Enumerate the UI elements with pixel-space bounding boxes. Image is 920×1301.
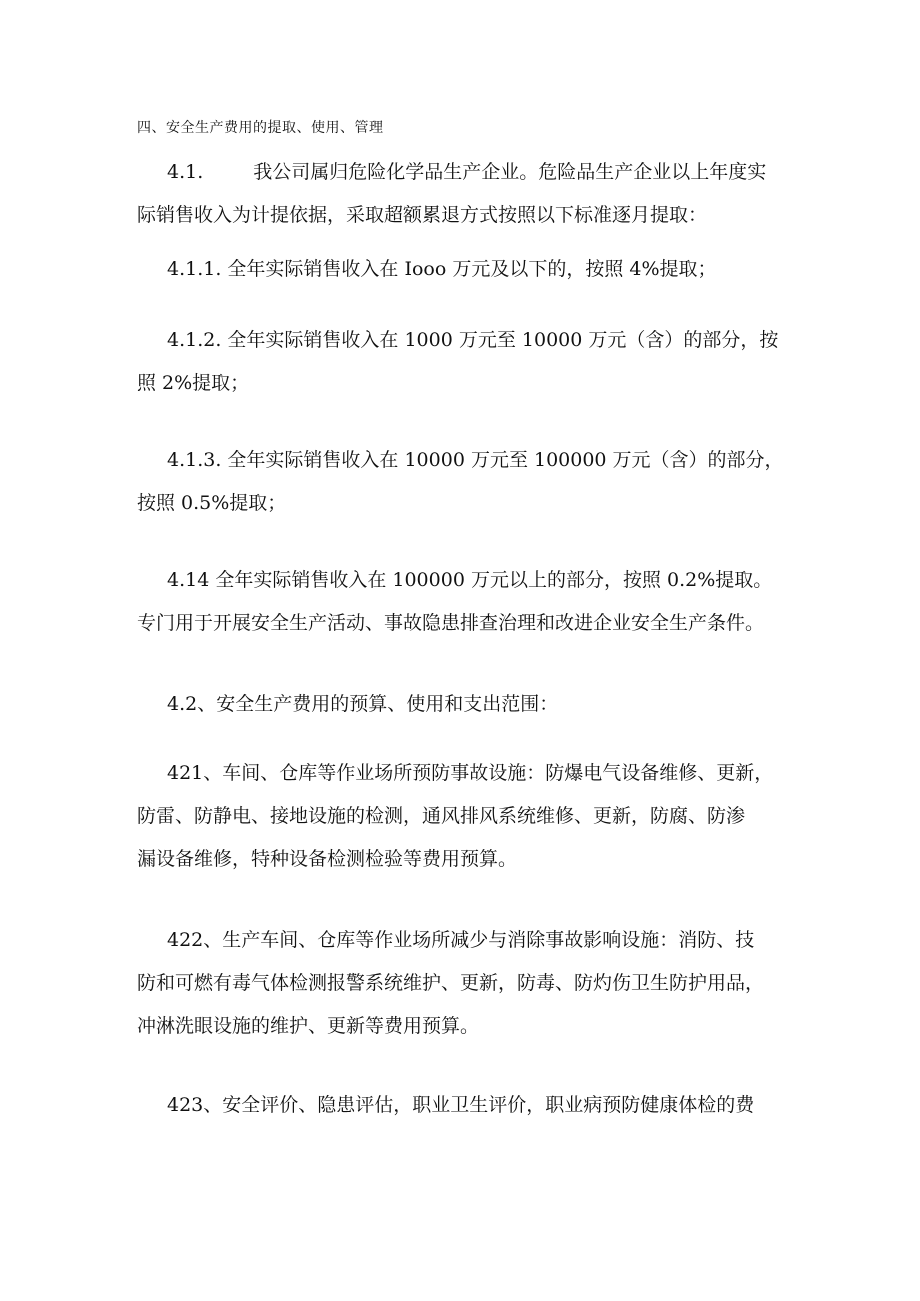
paragraph-line: 4.1.3. 全年实际销售收入在 10000 万元至 100000 万元（含）的部分， [167, 449, 784, 471]
paragraph-line: 421、车间、仓库等作业场所预防事故设施：防爆电气设备维修、更新， [167, 762, 774, 784]
paragraph-4-1-2 [137, 319, 797, 405]
paragraph-line: 专门用于开展安全生产活动、事故隐患排查治理和改进企业安全生产条件。 [137, 612, 765, 634]
paragraph-4-2-1 [137, 752, 797, 881]
paragraph-line: 423、安全评价、隐患评估，职业卫生评价，职业病预防健康体检的费 [167, 1094, 755, 1116]
paragraph-line: 防和可燃有毒气体检测报警系统维护、更新，防毒、防灼伤卫生防护用品， [137, 972, 765, 994]
paragraph-4-2 [137, 683, 797, 726]
clause-number: 4.1. [167, 161, 204, 183]
paragraph-line: 4.14 全年实际销售收入在 100000 万元以上的部分，按照 0.2%提取。 [167, 569, 773, 591]
paragraph-line: 照 2%提取； [137, 372, 250, 394]
paragraph-line: 4.2、安全生产费用的预算、使用和支出范围： [167, 693, 559, 715]
paragraph-4-1 [137, 151, 797, 237]
paragraph-4-2-2 [137, 919, 797, 1048]
paragraph-4-2-3 [137, 1084, 797, 1127]
paragraph-line: 4.1.2. 全年实际销售收入在 1000 万元至 10000 万元（含）的部分，按 [167, 329, 779, 351]
paragraph-line: 冲淋洗眼设施的维护、更新等费用预算。 [137, 1015, 480, 1037]
section-heading: 四、安全生产费用的提取、使用、管理 [137, 120, 384, 136]
paragraph-line: 按照 0.5%提取； [137, 492, 287, 514]
paragraph-line: 际销售收入为计提依据，采取超额累退方式按照以下标准逐月提取： [137, 204, 708, 226]
paragraph-4-1-4 [137, 559, 797, 645]
paragraph-line: 422、生产车间、仓库等作业场所减少与消除事故影响设施：消防、技 [167, 929, 755, 951]
paragraph-line: 4.1. 我公司属归危险化学品生产企业。危险品生产企业以上年度实 [167, 161, 767, 183]
paragraph-line: 防雷、防静电、接地设施的检测，通风排风系统维修、更新，防腐、防渗 [137, 805, 746, 827]
paragraph-4-1-3 [137, 439, 797, 525]
paragraph-4-1-1 [137, 248, 797, 291]
paragraph-line: 漏设备维修，特种设备检测检验等费用预算。 [137, 848, 518, 870]
paragraph-line: 4.1.1. 全年实际销售收入在 Iooo 万元及以下的，按照 4%提取； [167, 258, 717, 280]
